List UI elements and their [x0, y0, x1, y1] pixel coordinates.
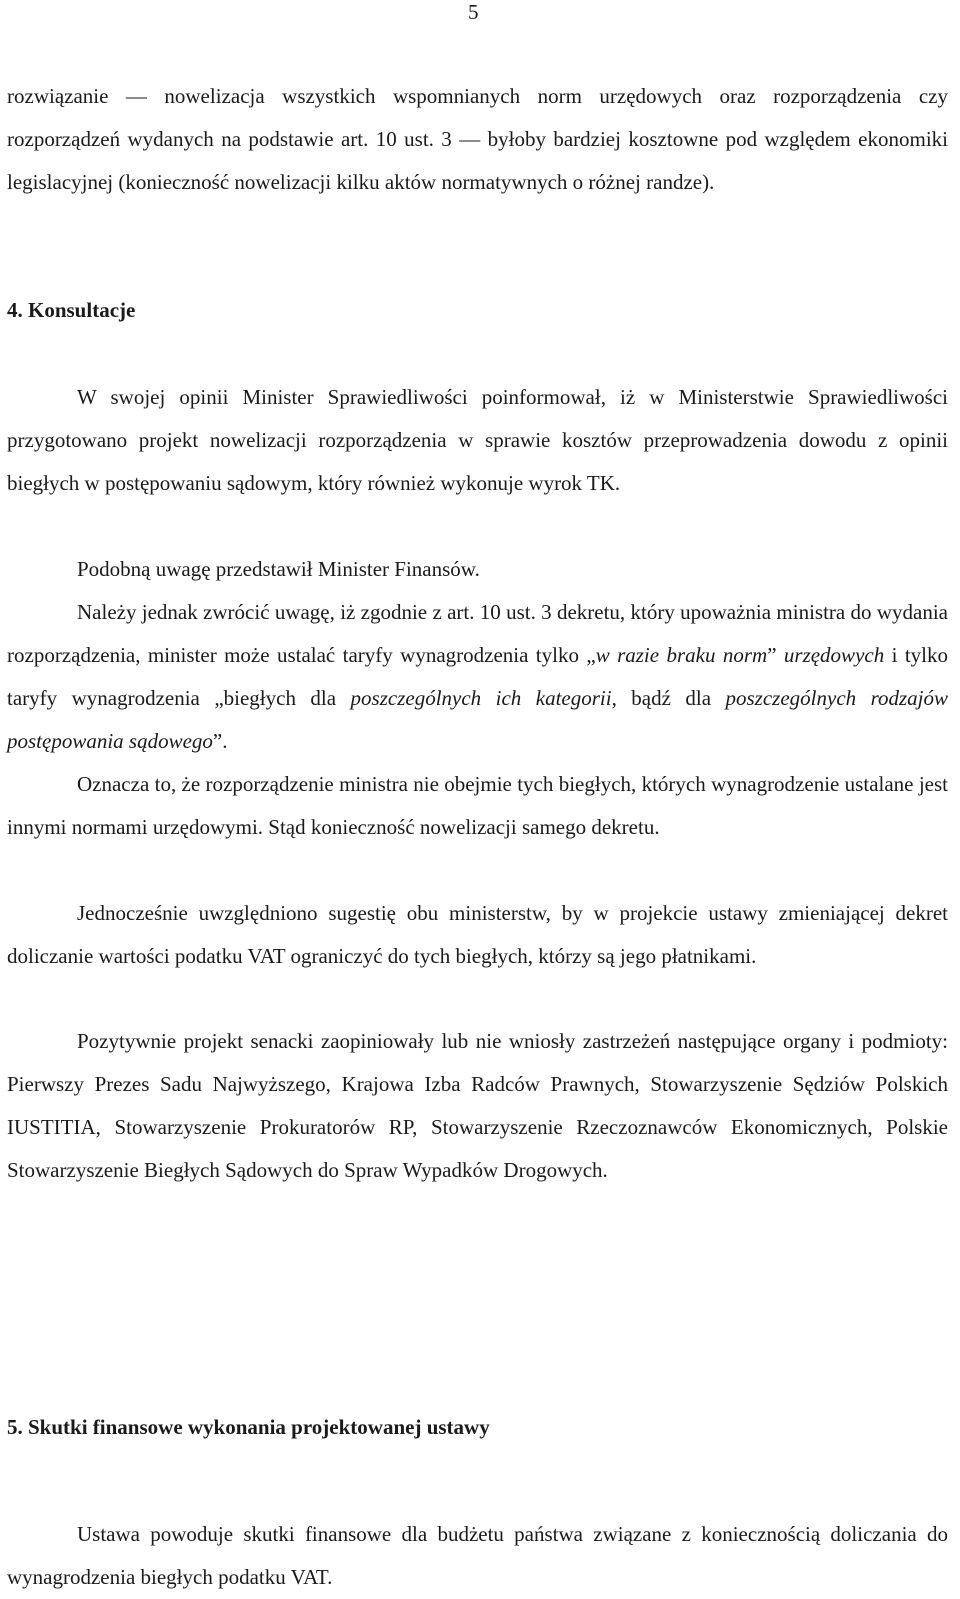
text-run: Należy jednak zwrócić uwagę, iż zgodnie z art. 10 ust. 3 dekretu, który upoważnia ministra do wydania rozporządzenia, minister może ustalać taryfy wynagrodzenia tylko „ — [7, 600, 948, 667]
text-run-italic: poszczególnych ich kategorii — [350, 686, 612, 710]
paragraph-consultations-3 — [7, 591, 948, 763]
paragraph-consultations-5: Jednocześnie uwzględniono sugestię obu ministerstw, by w projekcie ustawy zmieniającej dekret doliczanie wartości podatku VAT ograniczyć do tych biegłych, którzy są jego płatnikami. — [7, 901, 948, 968]
paragraph-consultations-6: Pozytywnie projekt senacki zaopiniowały lub nie wniosły zastrzeżeń następujące organy i podmioty: Pierwszy Prezes Sadu Najwyższego, Krajowa Izba Radców Prawnych, Stowarzyszenie Sędziów Polskich IUSTITIA, Stowarzyszenie Prokuratorów RP, Stowarzyszenie Rzeczoznawców Ekonomicznych, Polskie Stowarzyszenie Biegłych Sądowych do Spraw Wypadków Drogowych. — [7, 1029, 948, 1182]
paragraph-consultations-4: Oznacza to, że rozporządzenie ministra nie obejmie tych biegłych, których wynagrodzenie ustalane jest innymi normami urzędowymi. Stąd konieczność nowelizacji samego dekretu. — [7, 772, 948, 839]
page-number: 5 — [468, 0, 479, 24]
section-heading-5: 5. Skutki finansowe wykonania projektowanej ustawy — [7, 1415, 490, 1439]
text-run-italic: w razie braku norm — [595, 643, 768, 667]
text-run-italic: poszczególnych rodzajów postępowania sądowego — [7, 686, 948, 753]
text-run: i tylko taryfy wynagrodzenia „biegłych dla — [7, 643, 948, 710]
text-run-italic: urzędowych — [783, 643, 885, 667]
text-run: , bądź dla — [611, 686, 726, 710]
text-run: ”. — [212, 729, 228, 753]
paragraph-intro: rozwiązanie — nowelizacja wszystkich wspomnianych norm urzędowych oraz rozporządzenia czy rozporządzeń wydanych na podstawie art. 10 ust. 3 — byłoby bardziej kosztowne pod względem ekonomiki legislacyjnej (konieczność nowelizacji kilku aktów normatywnych o różnej randze). — [7, 84, 948, 194]
text-run: ” — [767, 643, 784, 667]
paragraph-consultations-2: Podobną uwagę przedstawił Minister Finansów. — [77, 557, 480, 581]
section-heading-4: 4. Konsultacje — [7, 298, 136, 322]
paragraph-consultations-1: W swojej opinii Minister Sprawiedliwości poinformował, iż w Ministerstwie Sprawiedliwości przygotowano projekt nowelizacji rozporządzenia w sprawie kosztów przeprowadzenia dowodu z opinii biegłych w postępowaniu sądowym, który również wykonuje wyrok TK. — [7, 385, 948, 495]
paragraph-financial-effects: Ustawa powoduje skutki finansowe dla budżetu państwa związane z koniecznością doliczania do wynagrodzenia biegłych podatku VAT. — [7, 1522, 948, 1589]
